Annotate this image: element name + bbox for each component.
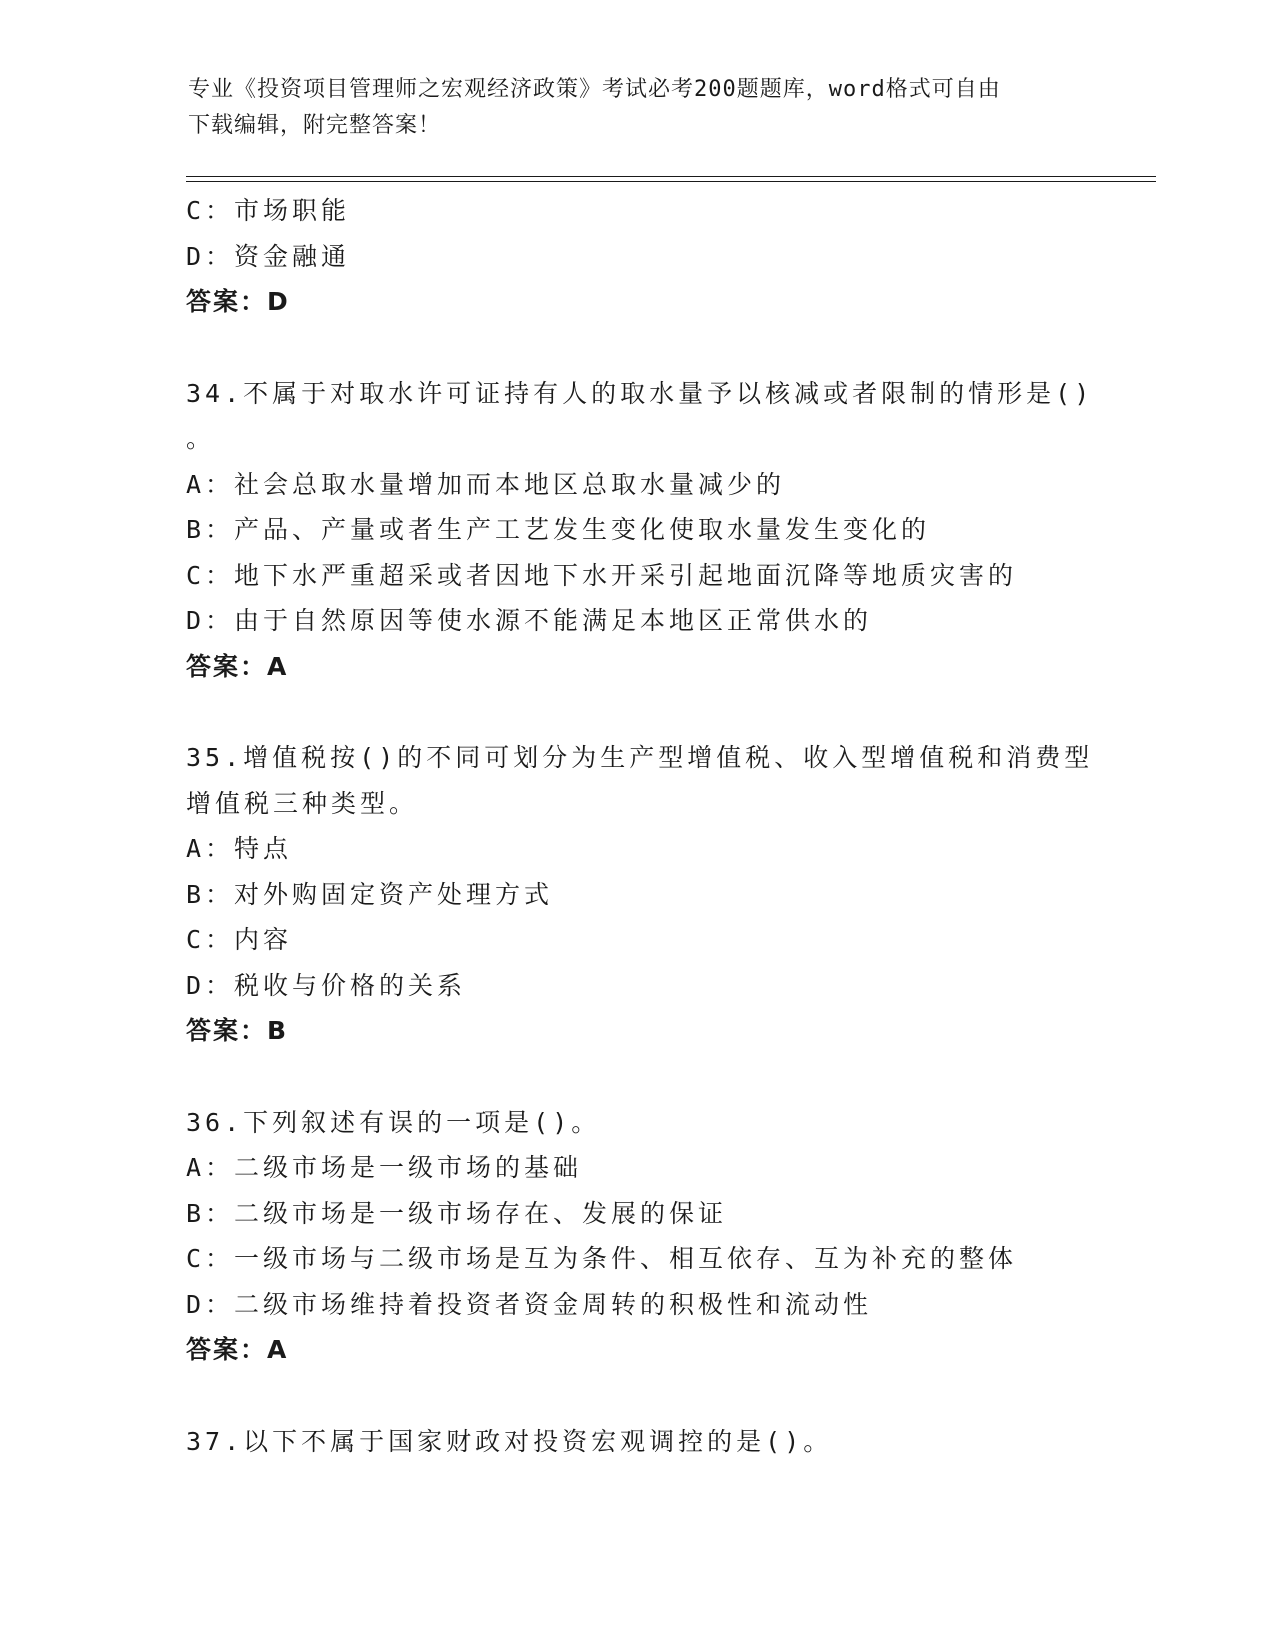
answer-label: 答案：A (186, 1335, 289, 1364)
answer-label: 答案：B (186, 1016, 289, 1045)
option-d: D：二级市场维持着投资者资金周转的积极性和流动性 (186, 1289, 873, 1319)
question-stem: 37.以下不属于国家财政对投资宏观调控的是()。 (186, 1426, 833, 1456)
header-divider-top (186, 176, 1156, 177)
question-stem: 36.下列叙述有误的一项是()。 (186, 1107, 601, 1137)
option-c: C：市场职能 (186, 196, 351, 225)
spacer (186, 689, 1086, 735)
question-35 (186, 735, 1094, 1054)
option-c: C：一级市场与二级市场是互为条件、相互依存、互为补充的整体 (186, 1244, 1018, 1273)
question-stem: 35.增值税按()的不同可划分为生产型增值税、收入型增值税和消费型 (186, 743, 1094, 772)
option-c: C：内容 (186, 925, 293, 954)
question-stem-continued: 。 (186, 424, 216, 453)
option-d: D：税收与价格的关系 (186, 970, 467, 1000)
header-divider-bottom (186, 181, 1156, 182)
header-line-2: 下载编辑，附完整答案！ (188, 113, 442, 138)
question-33-tail (186, 188, 1086, 325)
option-b: B：二级市场是一级市场存在、发展的保证 (186, 1198, 728, 1228)
header-line-1: 专业《投资项目管理师之宏观经济政策》考试必考200题题库，word格式可自由 (188, 77, 1001, 102)
spacer (186, 1054, 1086, 1100)
answer-label: 答案：D (186, 287, 290, 316)
document-header (188, 72, 1088, 144)
question-36 (186, 1100, 1086, 1373)
option-a: A：二级市场是一级市场的基础 (186, 1153, 583, 1182)
spacer (186, 1373, 1086, 1419)
question-34 (186, 371, 1094, 690)
question-stem: 34.不属于对取水许可证持有人的取水量予以核减或者限制的情形是() (186, 378, 1094, 408)
option-d: D：资金融通 (186, 241, 351, 271)
option-a: A：特点 (186, 834, 293, 863)
option-d: D：由于自然原因等使水源不能满足本地区正常供水的 (186, 606, 873, 635)
option-b: B：对外购固定资产处理方式 (186, 879, 554, 909)
answer-label: 答案：A (186, 651, 289, 681)
question-stem-continued: 增值税三种类型。 (186, 788, 419, 818)
spacer (186, 325, 1086, 371)
option-a: A：社会总取水量增加而本地区总取水量减少的 (186, 469, 786, 499)
document-body (186, 188, 1094, 1464)
question-37 (186, 1419, 1086, 1465)
option-b: B：产品、产量或者生产工艺发生变化使取水量发生变化的 (186, 515, 931, 544)
option-c: C：地下水严重超采或者因地下水开采引起地面沉降等地质灾害的 (186, 560, 1018, 590)
